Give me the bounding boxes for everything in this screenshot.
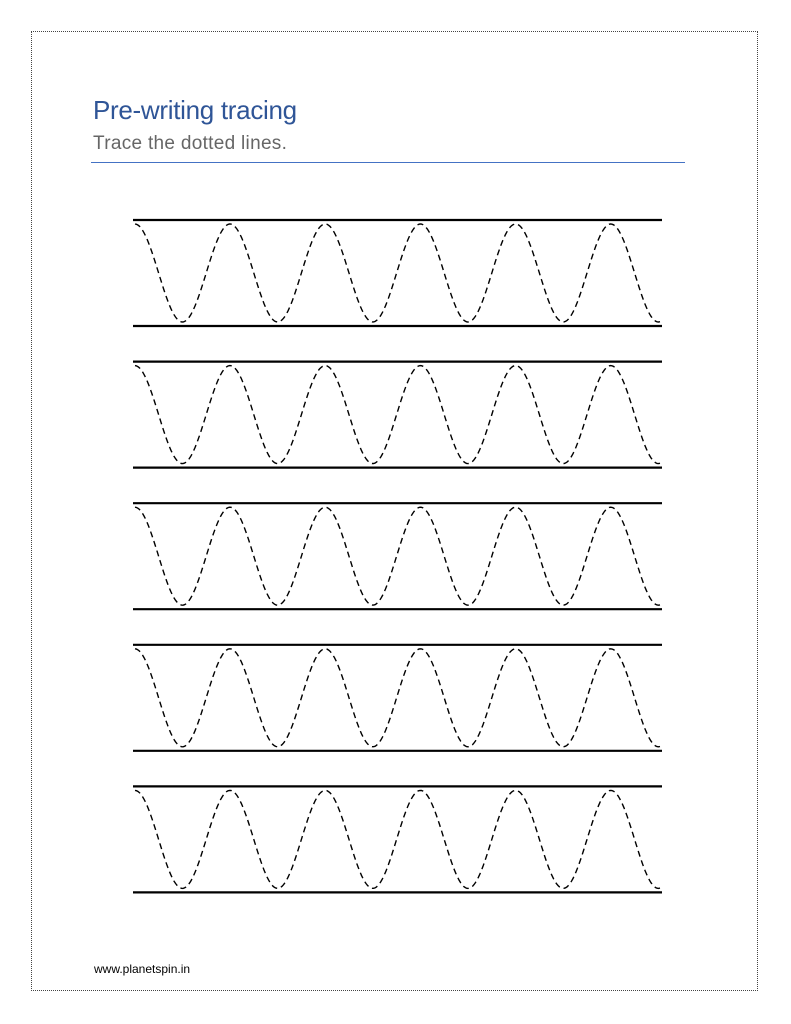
footer-website: www.planetspin.in xyxy=(94,962,191,976)
dotted-wave-trace xyxy=(135,224,660,322)
page-subtitle: Trace the dotted lines. xyxy=(93,133,288,154)
dotted-wave-trace xyxy=(135,507,660,605)
tracing-row xyxy=(133,362,662,468)
tracing-row xyxy=(133,786,662,892)
tracing-row xyxy=(133,503,662,609)
tracing-row xyxy=(133,645,662,751)
dotted-wave-trace xyxy=(135,790,660,888)
dotted-wave-trace xyxy=(135,366,660,464)
page-title: Pre-writing tracing xyxy=(93,95,297,125)
tracing-row xyxy=(133,220,662,326)
dotted-wave-trace xyxy=(135,649,660,747)
